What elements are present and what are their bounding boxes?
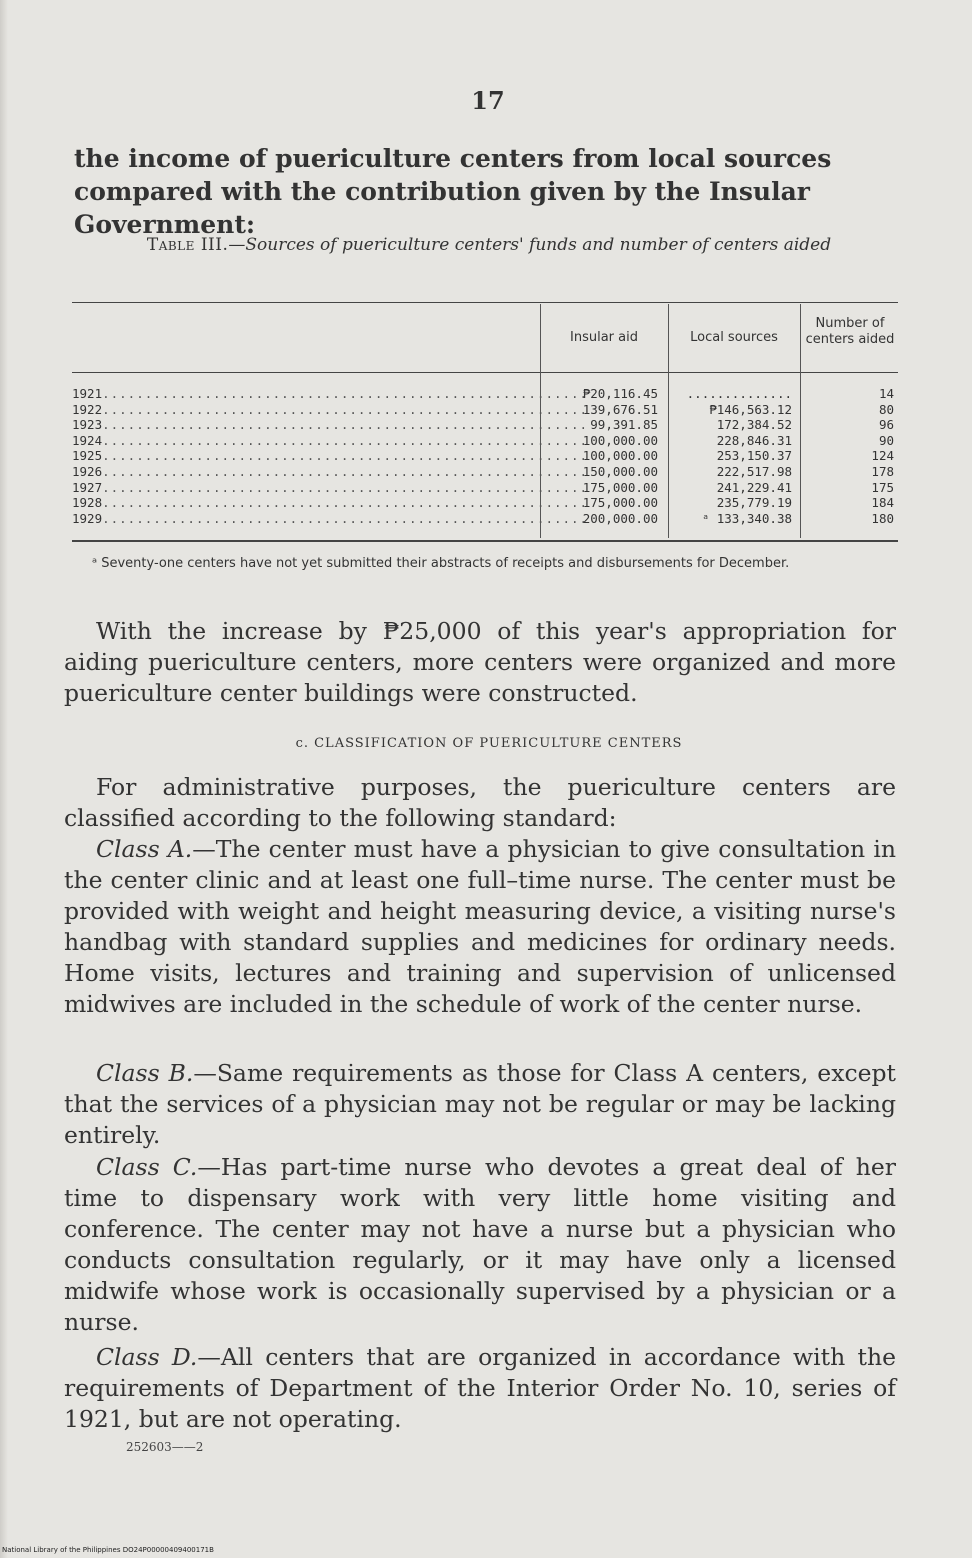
- table-row: [72, 401, 589, 418]
- centers-aided-cell: 184: [871, 495, 894, 511]
- class-c-text: —Has part-time nurse who devotes a great deal of her time to dispensary work with very little home visiting and conference. The center may not have a nurse but a physician who conducts consultation regularly, or it may have only a licensed midwife whose work is occasionally supervised by a physician or a nurse.: [64, 1153, 896, 1336]
- paragraph-class-b: [64, 1058, 896, 1151]
- dot-leader: .........................................................: [102, 386, 589, 401]
- table-row: [72, 463, 589, 480]
- page-edge-shadow: [0, 0, 8, 1558]
- insular-aid-cell: 100,000.00: [582, 448, 658, 464]
- insular-aid-cell: 150,000.00: [582, 463, 658, 479]
- table-top-rule: [72, 302, 898, 303]
- column-header-centers-aided: Number of centers aided: [805, 316, 895, 347]
- year-cell: 1925: [72, 448, 103, 464]
- class-d-label: Class D.: [96, 1343, 198, 1371]
- paragraph-appropriation: With the increase by ₱25,000 of this year's appropriation for aiding puericulture centers, more centers were organized and more puericulture center buildings were constructed.: [64, 617, 896, 707]
- class-c-label: Class C.: [96, 1153, 198, 1181]
- local-sources-column: [672, 386, 792, 526]
- dot-leader: .........................................................: [102, 479, 589, 495]
- class-a-label: Class A.: [96, 835, 193, 863]
- section-heading: c. CLASSIFICATION OF PUERICULTURE CENTERS: [295, 736, 683, 751]
- column-header-local-sources: Local sources: [690, 330, 778, 345]
- library-footer: National Library of the Philippines DO24P00000409400171B: [2, 1546, 214, 1554]
- class-b-text: —Same requirements as those for Class A centers, except that the services of a physician may not be regular or may be lacking entirely.: [64, 1059, 897, 1149]
- local-sources-cell: 241,229.41: [716, 479, 792, 495]
- table-caption-label: Table III.: [146, 235, 229, 255]
- centers-aided-cell: 96: [878, 417, 894, 433]
- class-d-text: —All centers that are organized in accordance with the requirements of Department of the Interior Order No. 10, series of 1921, but are not operating.: [64, 1343, 897, 1433]
- table-divider-3: [800, 304, 801, 538]
- year-cell: 1929: [72, 510, 103, 526]
- table-header-rule: [72, 372, 898, 373]
- local-sources-cell: 228,846.31: [716, 432, 792, 448]
- centers-aided-cell: 178: [871, 463, 894, 479]
- dot-leader: .........................................................: [102, 432, 589, 448]
- table-row: [72, 448, 589, 464]
- paragraph-class-a: [64, 834, 896, 1020]
- dot-leader: .........................................................: [102, 417, 589, 433]
- local-sources-cell: ᵃ 133,340.38: [701, 510, 792, 526]
- centers-aided-cell: 124: [871, 448, 894, 464]
- year-cell: 1924: [72, 432, 103, 448]
- dot-leader: .........................................................: [102, 463, 589, 479]
- centers-aided-cell: 14: [878, 386, 894, 401]
- dot-leader: .........................................................: [102, 510, 589, 526]
- local-sources-cell: ₱146,563.12: [709, 401, 792, 417]
- centers-aided-cell: 90: [878, 432, 894, 448]
- year-column: [72, 386, 589, 526]
- local-sources-cell: 235,779.19: [716, 495, 792, 511]
- table-bottom-rule: [72, 540, 898, 542]
- table-row: [72, 495, 589, 511]
- class-b-label: Class B.: [96, 1059, 194, 1087]
- insular-aid-cell: 175,000.00: [582, 479, 658, 495]
- year-cell: 1927: [72, 479, 103, 495]
- centers-aided-cell: 180: [871, 510, 894, 526]
- dot-leader: .........................................................: [102, 401, 589, 417]
- centers-aided-column: [806, 386, 894, 526]
- centers-aided-cell: 80: [878, 401, 894, 417]
- insular-aid-cell: 100,000.00: [582, 432, 658, 448]
- insular-aid-cell: 99,391.85: [590, 417, 658, 433]
- paragraph-class-c: [64, 1152, 896, 1338]
- table-row: [72, 479, 589, 496]
- local-sources-cell: 172,384.52: [716, 417, 792, 433]
- local-sources-cell: 253,150.37: [716, 448, 792, 464]
- intro-text: the income of puericulture centers from local sources compared with the contribution given by the Insular Government:: [74, 144, 832, 239]
- centers-aided-cell: 175: [871, 479, 894, 495]
- table-footnote: ᵃ Seventy-one centers have not yet submitted their abstracts of receipts and disbursements for December.: [92, 556, 790, 571]
- table-row: [72, 510, 589, 527]
- year-cell: 1921: [72, 386, 103, 401]
- page-number: 17: [471, 86, 505, 115]
- year-cell: 1928: [72, 495, 103, 511]
- table-row: [72, 386, 589, 402]
- insular-aid-cell: ₱20,116.45: [582, 386, 658, 401]
- insular-aid-column: [548, 386, 658, 526]
- insular-aid-cell: 175,000.00: [582, 495, 658, 511]
- local-sources-cell: ..............: [686, 386, 792, 401]
- printer-signature: 252603——2: [126, 1440, 204, 1454]
- insular-aid-cell: 139,676.51: [582, 401, 658, 417]
- paragraph-classification-intro: For administrative purposes, the puericulture centers are classified according to the following standard:: [64, 773, 896, 832]
- class-a-text: —The center must have a physician to give consultation in the center clinic and at least one full–time nurse. The center must be provided with weight and height measuring device, a visiting nurse's handbag with standard supplies and medicines for ordinary needs. Home visits, lectures and training and supervision of unlicensed midwives are included in the schedule of work of the center nurse.: [64, 835, 896, 1018]
- year-cell: 1923: [72, 417, 103, 433]
- table-caption-title: —Sources of puericulture centers' funds and number of centers aided: [228, 235, 832, 255]
- column-header-insular-aid: Insular aid: [570, 330, 638, 345]
- table-row: [72, 432, 589, 449]
- dot-leader: .........................................................: [102, 495, 589, 511]
- dot-leader: .........................................................: [102, 448, 589, 464]
- local-sources-cell: 222,517.98: [716, 463, 792, 479]
- table-caption: [74, 232, 904, 258]
- table-row: [72, 417, 589, 433]
- year-cell: 1926: [72, 463, 103, 479]
- paragraph-class-d: [64, 1342, 896, 1435]
- year-cell: 1922: [72, 401, 103, 417]
- insular-aid-cell: 200,000.00: [582, 510, 658, 526]
